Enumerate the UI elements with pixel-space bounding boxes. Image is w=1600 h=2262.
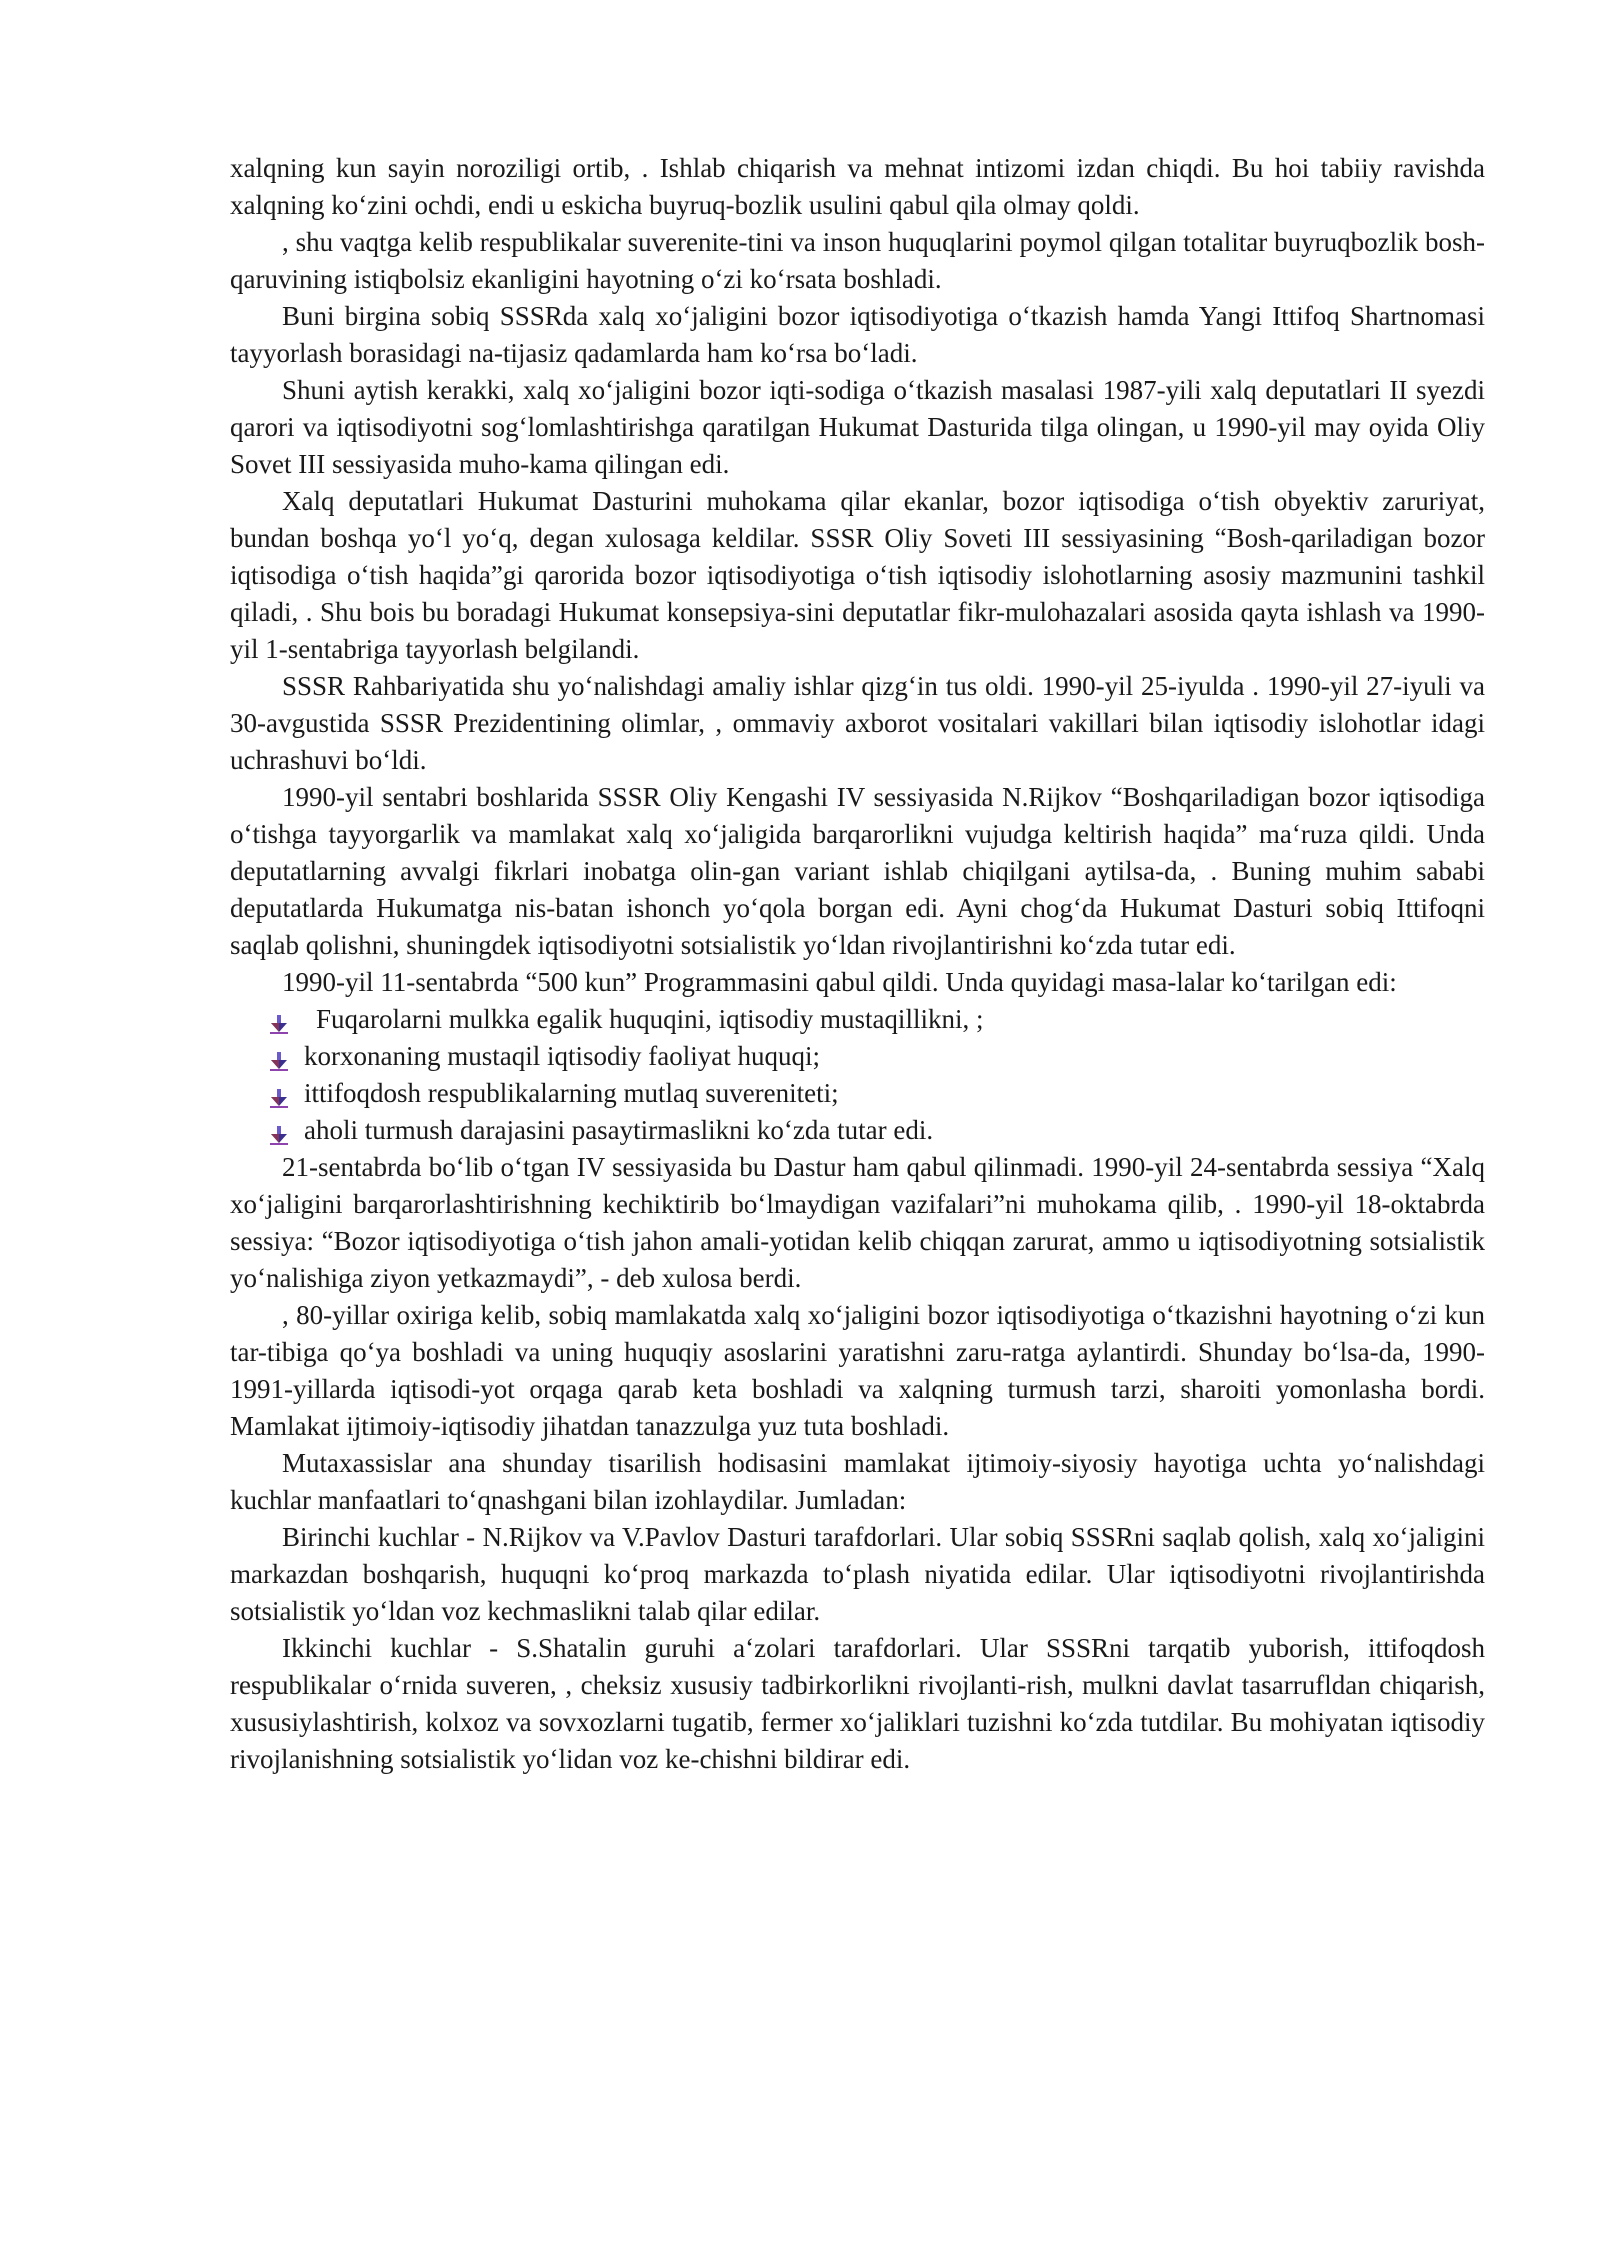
paragraph: SSSR Rahbariyatida shu yo‘nalishdagi amaliy ishlar qizg‘in tus oldi. 1990-yil 25-iyulda . 1990-yil 27-iyuli va 30-avgustida SSSR Prezidentining olimlar, , ommaviy axborot vositalari vakillari bilan iqtisodiy islohotlar idagi uchrashuvi bo‘ldi.: [230, 671, 1485, 775]
list-item-text: ittifoqdosh respublikalarning mutlaq suvereniteti;: [304, 1078, 839, 1108]
list-item-text: korxonaning mustaqil iqtisodiy faoliyat huquqi;: [304, 1041, 820, 1071]
paragraph: Buni birgina sobiq SSSRda xalq xo‘jaligini bozor iqtisodiyotiga o‘tkazish hamda Yangi Ittifoq Shartnomasi tayyorlash borasidagi na-tijasiz qadamlarda ham ko‘rsa bo‘ladi.: [230, 301, 1485, 368]
paragraph: 21-sentabrda bo‘lib o‘tgan IV sessiyasida bu Dastur ham qabul qilinmadi. 1990-yil 24-sentabrda sessiya “Xalq xo‘jaligini barqarorlashtirishning kechiktirib bo‘lmaydigan vazifalari”ni muhokama qilib, . 1990-yil 18-oktabrda sessiya: “Bozor iqtisodiyotiga o‘tish jahon amali-yotidan kelib chiqqan zarurat, ammo u iqtisodiyotning sotsialistik yo‘nalishiga ziyon yetkazmaydi”, - deb xulosa berdi.: [230, 1152, 1485, 1293]
down-arrow-bullet-icon: [268, 1045, 290, 1067]
list-item: [230, 1075, 1485, 1112]
paragraph: Xalq deputatlari Hukumat Dasturini muhokama qilar ekanlar, bozor iqtisodiga o‘tish obyektiv zaruriyat, bundan boshqa yo‘l yo‘q, degan xulosaga keldilar. SSSR Oliy Soveti III sessiyasining “Bosh-qariladigan bozor iqtisodiga o‘tish haqida”gi qarorida bozor iqtisodiyotiga o‘tish iqtisodiy islohotlarning asosiy mazmunini tashkil qiladi, . Shu bois bu boradagi Hukumat konsepsiya-sini deputatlar fikr-mulohazalari asosida qayta ishlash va 1990-yil 1-sentabriga tayyorlash belgilandi.: [230, 486, 1485, 664]
down-arrow-bullet-icon: [268, 1082, 290, 1104]
paragraph: Shuni aytish kerakki, xalq xo‘jaligini bozor iqti-sodiga o‘tkazish masalasi 1987-yili xalq deputatlari II syezdi qarori va iqtisodiyotni sog‘lomlashtirishga qaratilgan Hukumat Dasturida tilga olingan, u 1990-yil may oyida Oliy Sovet III sessiyasida muho-kama qilingan edi.: [230, 375, 1485, 479]
list-item-text: aholi turmush darajasini pasaytirmaslikni ko‘zda tutar edi.: [304, 1115, 934, 1145]
paragraph: Mutaxassislar ana shunday tisarilish hodisasini mamlakat ijtimoiy-siyosiy hayotiga uchta yo‘nalishdagi kuchlar manfaatlari to‘qnashgani bilan izohlaydilar. Jumladan:: [230, 1448, 1485, 1515]
down-arrow-bullet-icon: [268, 1008, 290, 1030]
paragraph: , 80-yillar oxiriga kelib, sobiq mamlakatda xalq xo‘jaligini bozor iqtisodiyotiga o‘tkazishni hayotning o‘zi kun tar-tibiga qo‘ya boshladi va uning huquqiy asoslarini yaratishni zaru-ratga aylantirdi. Shunday bo‘lsa-da, 1990-1991-yillarda iqtisodi-yot orqaga qarab keta boshladi va xalqning turmush tarzi, sharoiti yomonlasha bordi. Mamlakat ijtimoiy-iqtisodiy jihatdan tanazzulga yuz tuta boshladi.: [230, 1300, 1485, 1441]
paragraph: Ikkinchi kuchlar - S.Shatalin guruhi a‘zolari tarafdorlari. Ular SSSRni tarqatib yuborish, ittifoqdosh respublikalar o‘rnida suveren, , cheksiz xususiy tadbirkorlikni rivojlanti-rish, mulkni davlat tasarrufldan chiqarish, xususiylashtirish, kolxoz va sovxozlarni tugatib, fermer xo‘jaliklari tuzishni ko‘zda tutdilar. Bu mohiyatan iqtisodiy rivojlanishning sotsialistik yo‘lidan voz ke-chishni bildirar edi.: [230, 1633, 1485, 1774]
paragraph: Birinchi kuchlar - N.Rijkov va V.Pavlov Dasturi tarafdorlari. Ular sobiq SSSRni saqlab qolish, xalq xo‘jaligini markazdan boshqarish, huquqni ko‘proq markazda to‘plash niyatida edilar. Ular iqtisodiyotni rivojlantirishda sotsialistik yo‘ldan voz kechmaslikni talab qilar edilar.: [230, 1522, 1485, 1626]
paragraph: xalqning kun sayin noroziligi ortib, . Ishlab chiqarish va mehnat intizomi izdan chiqdi. Bu hoi tabiiy ravishda xalqning ko‘zini ochdi, endi u eskicha buyruq-bozlik usulini qabul qila olmay qoldi.: [230, 153, 1485, 220]
list-item: [230, 1112, 1485, 1149]
bullet-list: [230, 1001, 1485, 1149]
document-page: [230, 150, 1485, 1778]
list-item: [230, 1001, 1485, 1038]
paragraph: , shu vaqtga kelib respublikalar suverenite-tini va inson huquqlarini poymol qilgan totalitar buyruqbozlik bosh-qaruvining istiqbolsiz ekanligini hayotning o‘zi ko‘rsata boshladi.: [230, 227, 1485, 294]
list-item: [230, 1038, 1485, 1075]
paragraph: 1990-yil sentabri boshlarida SSSR Oliy Kengashi IV sessiyasida N.Rijkov “Boshqariladigan bozor iqtisodiga o‘tishga tayyorgarlik va mamlakat xalq xo‘jaligida barqarorlikni vujudga keltirish haqida” ma‘ruza qildi. Unda deputatlarning avvalgi fikrlari inobatga olin-gan variant ishlab chiqilgani aytilsa-da, . Buning muhim sababi deputatlarda Hukumatga nis-batan ishonch yo‘qola borgan edi. Ayni chog‘da Hukumat Dasturi sobiq Ittifoqni saqlab qolishni, shuningdek iqtisodiyotni sotsialistik yo‘ldan rivojlantirishni ko‘zda tutar edi.: [230, 782, 1485, 960]
paragraph: 1990-yil 11-sentabrda “500 kun” Programmasini qabul qildi. Unda quyidagi masa-lalar ko‘tarilgan edi:: [282, 967, 1397, 997]
list-item-text: Fuqarolarni mulkka egalik huquqini, iqtisodiy mustaqillikni, ;: [316, 1004, 984, 1034]
down-arrow-bullet-icon: [268, 1119, 290, 1141]
